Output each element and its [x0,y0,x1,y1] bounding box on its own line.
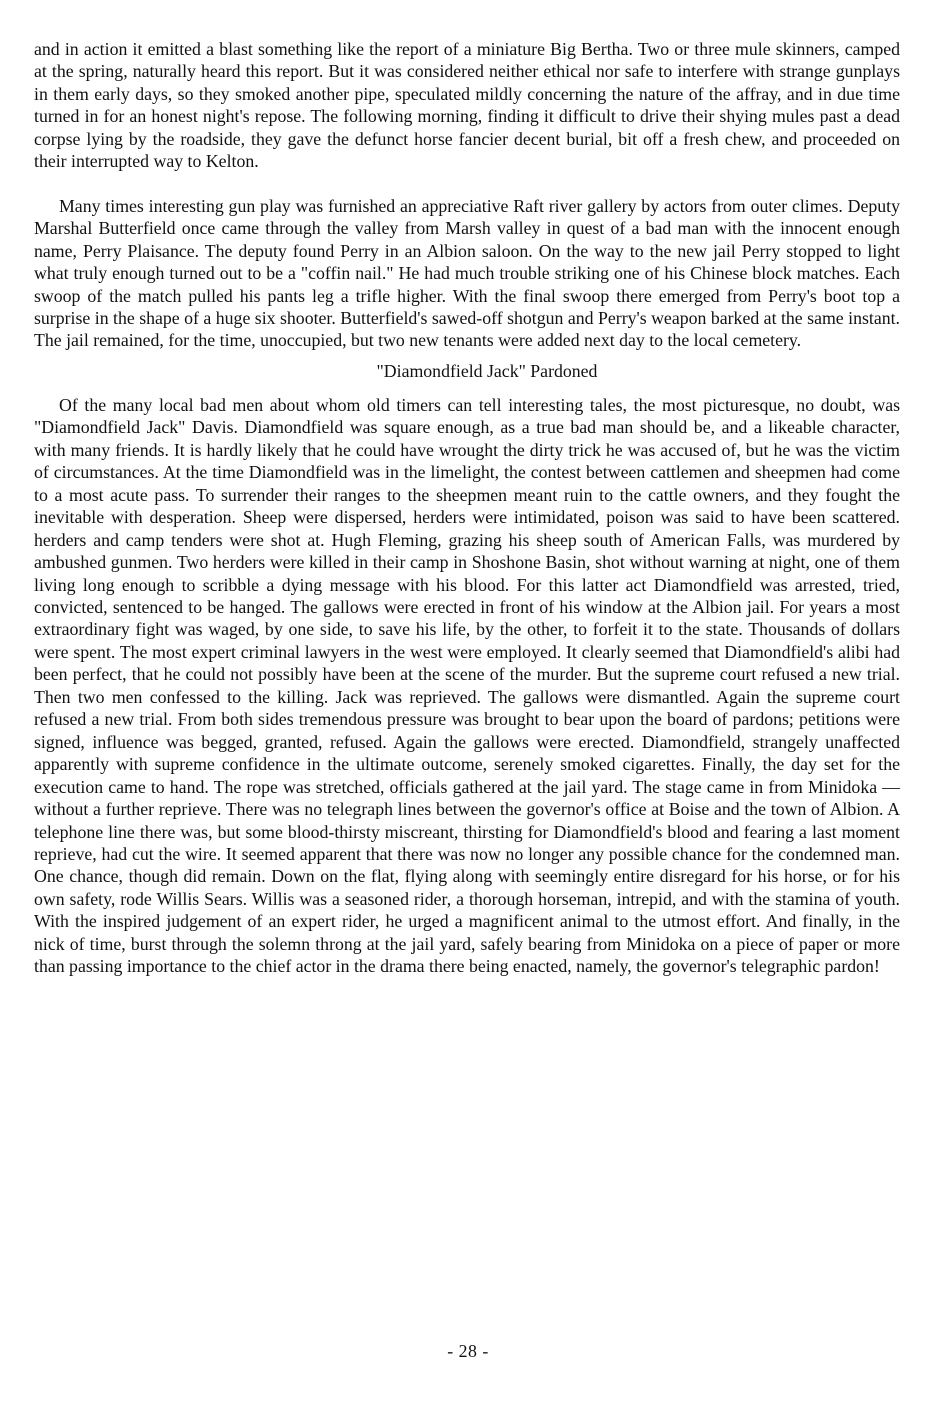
paragraph-gun-play: Many times interesting gun play was furnished an appreciative Raft river gallery by actors from outer climes. Deputy Marshal Butterfield once came through the valley from Marsh valley in quest of a bad man with the innocent enough name, Perry Plaisance. The deputy found Perry in an Albion saloon. On the way to the new jail Perry stopped to light what truly enough turned out to be a "coffin nail." He had much trouble striking one of his Chinese block matches. Each swoop of the match pulled his pants leg a trifle higher. With the final swoop there emerged from Perry's boot top a surprise in the shape of a huge six shooter. Butterfield's sawed-off shotgun and Perry's weapon barked at the same instant. The jail remained, for the time, unoccupied, but two new tenants were added next day to the local cemetery. [34,195,900,351]
paragraph-diamondfield: Of the many local bad men about whom old timers can tell interesting tales, the most picturesque, no doubt, was "Diamondfield Jack" Davis. Diamondfield was square enough, as a true bad man should be, and a likeable character, with many friends. It is hardly likely that he could have wrought the dirty trick he was accused of, but he was the victim of circumstances. At the time Diamondfield was in the limelight, the contest between cattlemen and sheepmen had come to a most acute pass. To surrender their ranges to the sheepmen meant ruin to the cattle owners, and they fought the inevitable with desperation. Sheep were dispersed, herders were intimidated, poison was said to have been scattered. herders and camp tenders were shot at. Hugh Fleming, grazing his sheep south of American Falls, was murdered by ambushed gunmen. Two herders were killed in their camp in Shoshone Basin, shot without warning at night, one of them living long enough to scribble a dying message with his blood. For this latter act Diamondfield was arrested, tried, convicted, sentenced to be hanged. The gallows were erected in front of his window at the Albion jail. For years a most extraordinary fight was waged, by one side, to save his life, by the other, to forfeit it to the state. Thousands of dollars were spent. The most expert criminal lawyers in the west were employed. It clearly seemed that Diamondfield's alibi had been perfect, that he could not possibly have been at the scene of the murder. But the supreme court refused a new trial. Then two men confessed to the killing. Jack was reprieved. The gallows were dismantled. Again the supreme court refused a new trial. From both sides tremendous pressure was brought to bear upon the board of pardons; petitions were signed, influence was begged, granted, refused. Again the gallows were erected. Diamondfield, strangely unaffected apparently with supreme confidence in the ultimate outcome, serenely smoked cigarettes. Finally, the day set for the execution came to hand. The rope was stretched, officials gathered at the jail yard. The stage came in from Minidoka — without a further reprieve. There was no telegraph lines between the governor's office at Boise and the town of Albion. A telephone line there was, but some blood-thirsty miscreant, thirsting for Diamondfield's blood and fearing a last moment reprieve, had cut the wire. It seemed apparent that there was now no longer any possible chance for the condemned man. One chance, though did remain. Down on the flat, flying along with seemingly entire disregard for his horse, or for his own safety, rode Willis Sears. Willis was a seasoned rider, a thorough horseman, intrepid, and with the stamina of youth. With the inspired judgement of an expert rider, he urged a magnificent animal to the utmost effort. And finally, in the nick of time, burst through the solemn throng at the jail yard, safely bearing from Minidoka on a piece of paper or more than passing importance to the chief actor in the drama there being enacted, namely, the governor's telegraphic pardon! [34,394,900,977]
section-heading-wrap [34,360,900,388]
page-number: - 28 - [447,1341,489,1361]
paragraph-continuation: and in action it emitted a blast something like the report of a miniature Big Bertha. Two or three mule skinners, camped at the spring, naturally heard this report. But it was considered neither ethical nor safe to interfere with strange gunplays in them early days, so they smoked another pipe, speculated mildly concerning the nature of the affray, and in due time turned in for an honest night's repose. The following morning, finding it difficult to drive their shying mules past a dead corpse lying by the roadside, they gave the defunct horse fancier decent burial, bit off a fresh chew, and proceeded on their interrupted way to Kelton. [34,39,900,172]
paragraph-gap [34,173,900,195]
section-heading: "Diamondfield Jack" Pardoned [376,360,598,381]
page-body [34,38,900,978]
